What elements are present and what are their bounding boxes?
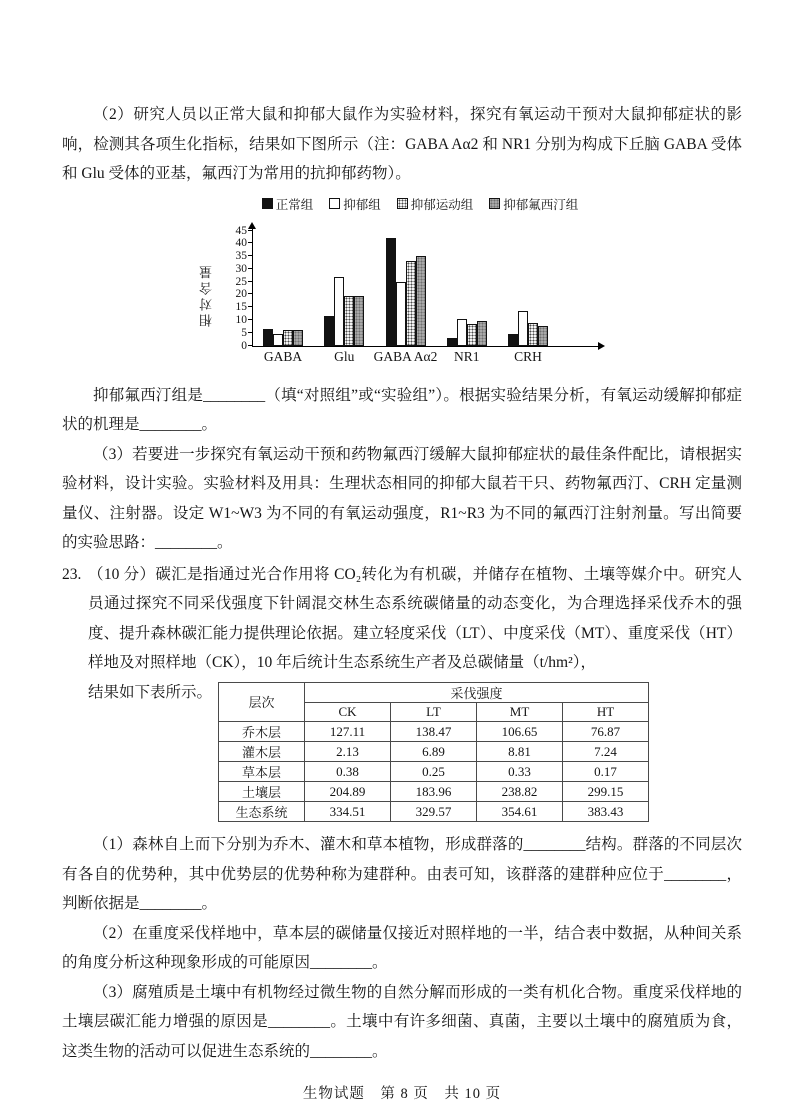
q23-part3-text: （3）腐殖质是土壤中有机物经过微生物的自然分解而形成的一类有机化合物。重度采伐样地的土壤层碳汇能力增强的原因是________。土壤中有许多细菌、真菌，主要以土壤中的腐殖质为食，这类生物的活动可以促进生态系统的________。 xyxy=(62,983,742,1060)
page-footer: 生物试题 第 8 页 共 10 页 xyxy=(302,1086,502,1102)
q22-part2-text: （2）研究人员以正常大鼠和抑郁大鼠作为实验材料，探究有氧运动干预对大鼠抑郁症状的影响，检测其各项生化指标，结果如下图所示（注：GABA Aα2 和 NR1 分别为构成下丘脑 GABA 受体和 Glu 受体的亚基，氟西汀为常用的抗抑郁药物）。 xyxy=(62,106,742,182)
bar-depressed-exercise-group xyxy=(406,261,416,345)
y-axis-label: 相对含量 xyxy=(199,262,214,327)
y-tick-label: 20 xyxy=(235,288,247,301)
y-tick-label: 10 xyxy=(235,313,247,326)
legend-item-normal-group xyxy=(262,195,314,213)
bar-depressed-exercise-group xyxy=(528,323,538,346)
legend-swatch-icon xyxy=(329,198,340,209)
table-cell: 8.81 xyxy=(477,742,563,762)
y-tick-mark xyxy=(248,268,253,269)
legend-label: 抑郁氟西汀组 xyxy=(503,197,579,212)
y-tick-mark xyxy=(248,242,253,243)
table-cell: 334.51 xyxy=(305,802,391,822)
y-tick-mark xyxy=(248,255,253,256)
table-row xyxy=(219,802,649,822)
table-row xyxy=(219,762,649,782)
bar-group-gaba xyxy=(263,329,303,364)
x-category-label: CRH xyxy=(514,348,542,364)
table-column-header: HT xyxy=(563,702,649,722)
question-23-stem-block xyxy=(62,560,742,823)
legend-item-depressed-exercise-group xyxy=(397,195,474,213)
y-tick-mark xyxy=(248,281,253,282)
y-tick-label: 40 xyxy=(235,237,247,250)
table-row-label: 乔木层 xyxy=(219,722,305,742)
question-23-stem-text: （10 分）碳汇是指通过光合作用将 CO₂转化为有机碳，并储存在植物、土壤等媒介中。研究人员通过探究不同采伐强度下针阔混交林生态系统碳储量的动态变化，为合理选择采伐乔木的强度、提升森林碳汇能力提供理论依据。建立轻度采伐（LT）、中度采伐（MT）、重度采伐（HT）样地及对照样地（CK），10 年后统计生态系统生产者及总碳储量（t/hm²）， xyxy=(88,565,742,671)
bar-normal-group xyxy=(508,334,518,345)
bar-depressed-exercise-group xyxy=(283,330,293,345)
bar-normal-group xyxy=(324,316,334,345)
table-cell: 0.17 xyxy=(563,762,649,782)
x-category-label: Glu xyxy=(334,348,355,364)
question-23-number: 23. xyxy=(62,565,82,583)
bar-depressed-fluoxetine-group xyxy=(538,326,548,345)
y-tick-mark xyxy=(248,293,253,294)
bar-group-gaba-aα2 xyxy=(373,238,438,364)
y-tick-mark xyxy=(248,332,253,333)
legend-item-depressed-group xyxy=(329,195,381,213)
q23-part2-text: （2）在重度采伐样地中，草本层的碳储量仅接近对照样地的一半，结合表中数据，从种间关系的角度分析这种现象形成的可能原因________。 xyxy=(62,924,742,971)
bar-depressed-group xyxy=(518,311,528,345)
table-group-header: 采伐强度 xyxy=(305,682,649,702)
x-category-label: GABA Aα2 xyxy=(373,348,438,364)
y-tick-label: 45 xyxy=(235,224,247,237)
bar-group-crh xyxy=(508,311,548,364)
table-cell: 7.24 xyxy=(563,742,649,762)
table-intro-text: 结果如下表所示。 xyxy=(88,683,213,701)
x-category-label: GABA xyxy=(263,348,303,364)
table-row xyxy=(219,742,649,762)
table-intro-row xyxy=(88,678,742,823)
bar-depressed-exercise-group xyxy=(467,324,477,346)
plot-area xyxy=(235,224,600,364)
bar-depressed-fluoxetine-group xyxy=(354,296,364,346)
table-cell: 238.82 xyxy=(477,782,563,802)
chart-plot-wrap xyxy=(200,219,630,371)
y-tick-label: 25 xyxy=(235,275,247,288)
legend-label: 抑郁组 xyxy=(343,197,381,212)
table-corner-header: 层次 xyxy=(219,682,305,722)
bar-depressed-group xyxy=(457,319,467,346)
table-cell: 0.33 xyxy=(477,762,563,782)
q23-part1-text: （1）森林自上而下分别为乔木、灌木和草本植物，形成群落的________结构。群落的不同层次有各自的优势种，其中优势层的优势种称为建群种。由表可知，该群落的建群种应位于________，判断依据是________。 xyxy=(62,836,742,912)
y-tick-label: 5 xyxy=(241,326,247,339)
y-tick-mark xyxy=(248,345,253,346)
table-column-header: CK xyxy=(305,702,391,722)
carbon-storage-table xyxy=(218,682,649,823)
bar-depressed-fluoxetine-group xyxy=(477,321,487,345)
x-category-label: NR1 xyxy=(453,348,480,364)
y-tick-label: 0 xyxy=(241,339,247,352)
table-cell: 2.13 xyxy=(305,742,391,762)
legend-swatch-icon xyxy=(397,198,408,209)
table-row-label: 土壤层 xyxy=(219,782,305,802)
table-cell: 0.25 xyxy=(391,762,477,782)
bar-groups xyxy=(253,227,600,364)
table-cell: 0.38 xyxy=(305,762,391,782)
table-cell: 299.15 xyxy=(563,782,649,802)
table-cell: 204.89 xyxy=(305,782,391,802)
bar-depressed-exercise-group xyxy=(344,296,354,346)
y-tick-mark xyxy=(248,306,253,307)
bar-depressed-fluoxetine-group xyxy=(416,256,426,345)
table-cell: 354.61 xyxy=(477,802,563,822)
bar-chart xyxy=(200,195,630,371)
q22-part3-text: （3）若要进一步探究有氧运动干预和药物氟西汀缓解大鼠抑郁症状的最佳条件配比，请根据实验材料，设计实验。实验材料及用具：生理状态相同的抑郁大鼠若干只、药物氟西汀、CRH 定量测量仪、注射器。设定 W1~W3 为不同的有氧运动强度，R1~R3 为不同的氟西汀注射剂量。写出简要的实验思路：________。 xyxy=(62,445,742,551)
table-cell: 106.65 xyxy=(477,722,563,742)
y-tick-label: 15 xyxy=(235,301,247,314)
legend-label: 抑郁运动组 xyxy=(410,197,474,212)
table-row xyxy=(219,782,649,802)
table-cell: 6.89 xyxy=(391,742,477,762)
table-cell: 329.57 xyxy=(391,802,477,822)
bar-depressed-fluoxetine-group xyxy=(293,330,303,345)
legend-item-depressed-fluoxetine-group xyxy=(489,195,578,213)
chart-legend xyxy=(210,195,630,213)
q22-part2-blanks-text: 抑郁氟西汀组是________（填“对照组”或“实验组”）。根据实验结果分析，有氧运动缓解抑郁症状的机理是________。 xyxy=(62,386,742,433)
table-cell: 127.11 xyxy=(305,722,391,742)
y-tick-label: 30 xyxy=(235,262,247,275)
bar-depressed-group xyxy=(396,282,406,346)
y-tick-mark xyxy=(248,230,253,231)
bar-depressed-group xyxy=(273,334,283,345)
table-row xyxy=(219,722,649,742)
table-row-label: 灌木层 xyxy=(219,742,305,762)
bar-group-glu xyxy=(324,277,364,364)
table-row-label: 生态系统 xyxy=(219,802,305,822)
legend-swatch-icon xyxy=(489,198,500,209)
y-tick-label: 35 xyxy=(235,250,247,263)
table-cell: 76.87 xyxy=(563,722,649,742)
bar-depressed-group xyxy=(334,277,344,346)
table-row-label: 草本层 xyxy=(219,762,305,782)
bar-normal-group xyxy=(263,329,273,346)
table-cell: 383.43 xyxy=(563,802,649,822)
legend-swatch-icon xyxy=(262,198,273,209)
bar-normal-group xyxy=(386,238,396,345)
y-tick-mark xyxy=(248,319,253,320)
bar-normal-group xyxy=(447,338,457,346)
bar-group-nr1 xyxy=(447,319,487,364)
table-column-header: LT xyxy=(391,702,477,722)
table-cell: 138.47 xyxy=(391,722,477,742)
table-header-row xyxy=(219,682,649,702)
table-cell: 183.96 xyxy=(391,782,477,802)
table-column-header: MT xyxy=(477,702,563,722)
legend-label: 正常组 xyxy=(275,197,314,212)
